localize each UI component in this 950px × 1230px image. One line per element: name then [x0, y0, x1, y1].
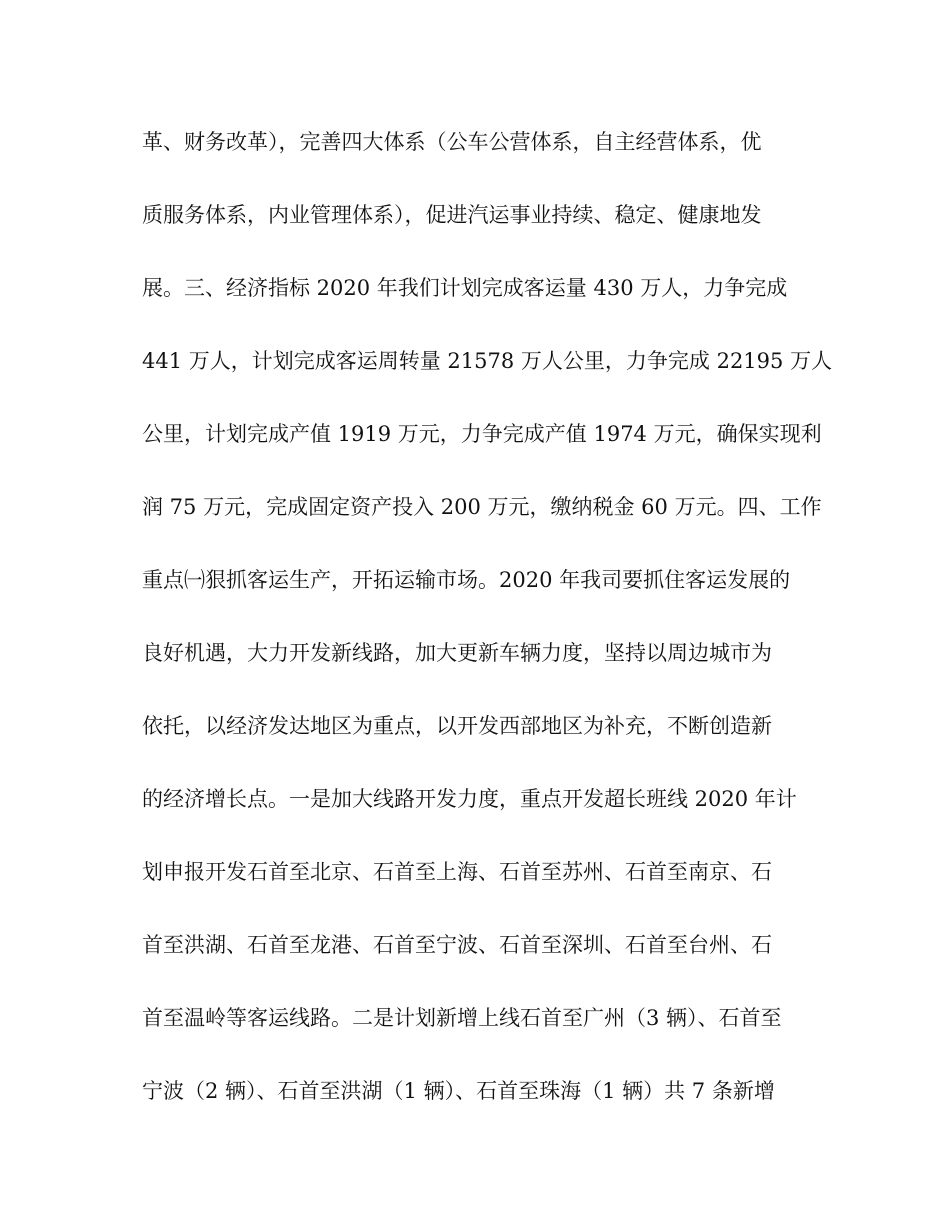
text-line: 重点㈠狠抓客运生产，开拓运输市场。2020 年我司要抓住客运发展的 — [142, 568, 791, 592]
text-line: 的经济增长点。一是加大线路开发力度，重点开发超长班线 2020 年计 — [142, 787, 797, 811]
text-line: 质服务体系，内业管理体系），促进汽运事业持续、稳定、健康地发 — [142, 203, 762, 227]
text-line: 革、财务改革），完善四大体系（公车公营体系，自主经营体系，优 — [142, 130, 762, 154]
text-line: 依托，以经济发达地区为重点，以开发西部地区为补充，不断创造新 — [142, 714, 772, 738]
text-line: 展。三、经济指标 2020 年我们计划完成客运量 430 万人，力争完成 — [142, 276, 788, 300]
text-line: 公里，计划完成产值 1919 万元，力争完成产值 1974 万元，确保实现利 — [142, 422, 822, 446]
text-line: 首至温岭等客运线路。二是计划新增上线石首至广州（3 辆）、石首至 — [142, 1006, 782, 1030]
text-line: 首至洪湖、石首至龙港、石首至宁波、石首至深圳、石首至台州、石 — [142, 933, 772, 957]
text-line: 良好机遇，大力开发新线路，加大更新车辆力度，坚持以周边城市为 — [142, 641, 772, 665]
text-line: 宁波（2 辆）、石首至洪湖（1 辆）、石首至珠海（1 辆）共 7 条新增 — [142, 1079, 775, 1103]
text-line: 441 万人，计划完成客运周转量 21578 万人公里，力争完成 22195 万人 — [142, 349, 833, 373]
text-line: 划申报开发石首至北京、石首至上海、石首至苏州、石首至南京、石 — [142, 860, 772, 884]
text-line: 润 75 万元，完成固定资产投入 200 万元，缴纳税金 60 万元。四、工作 — [142, 495, 822, 519]
